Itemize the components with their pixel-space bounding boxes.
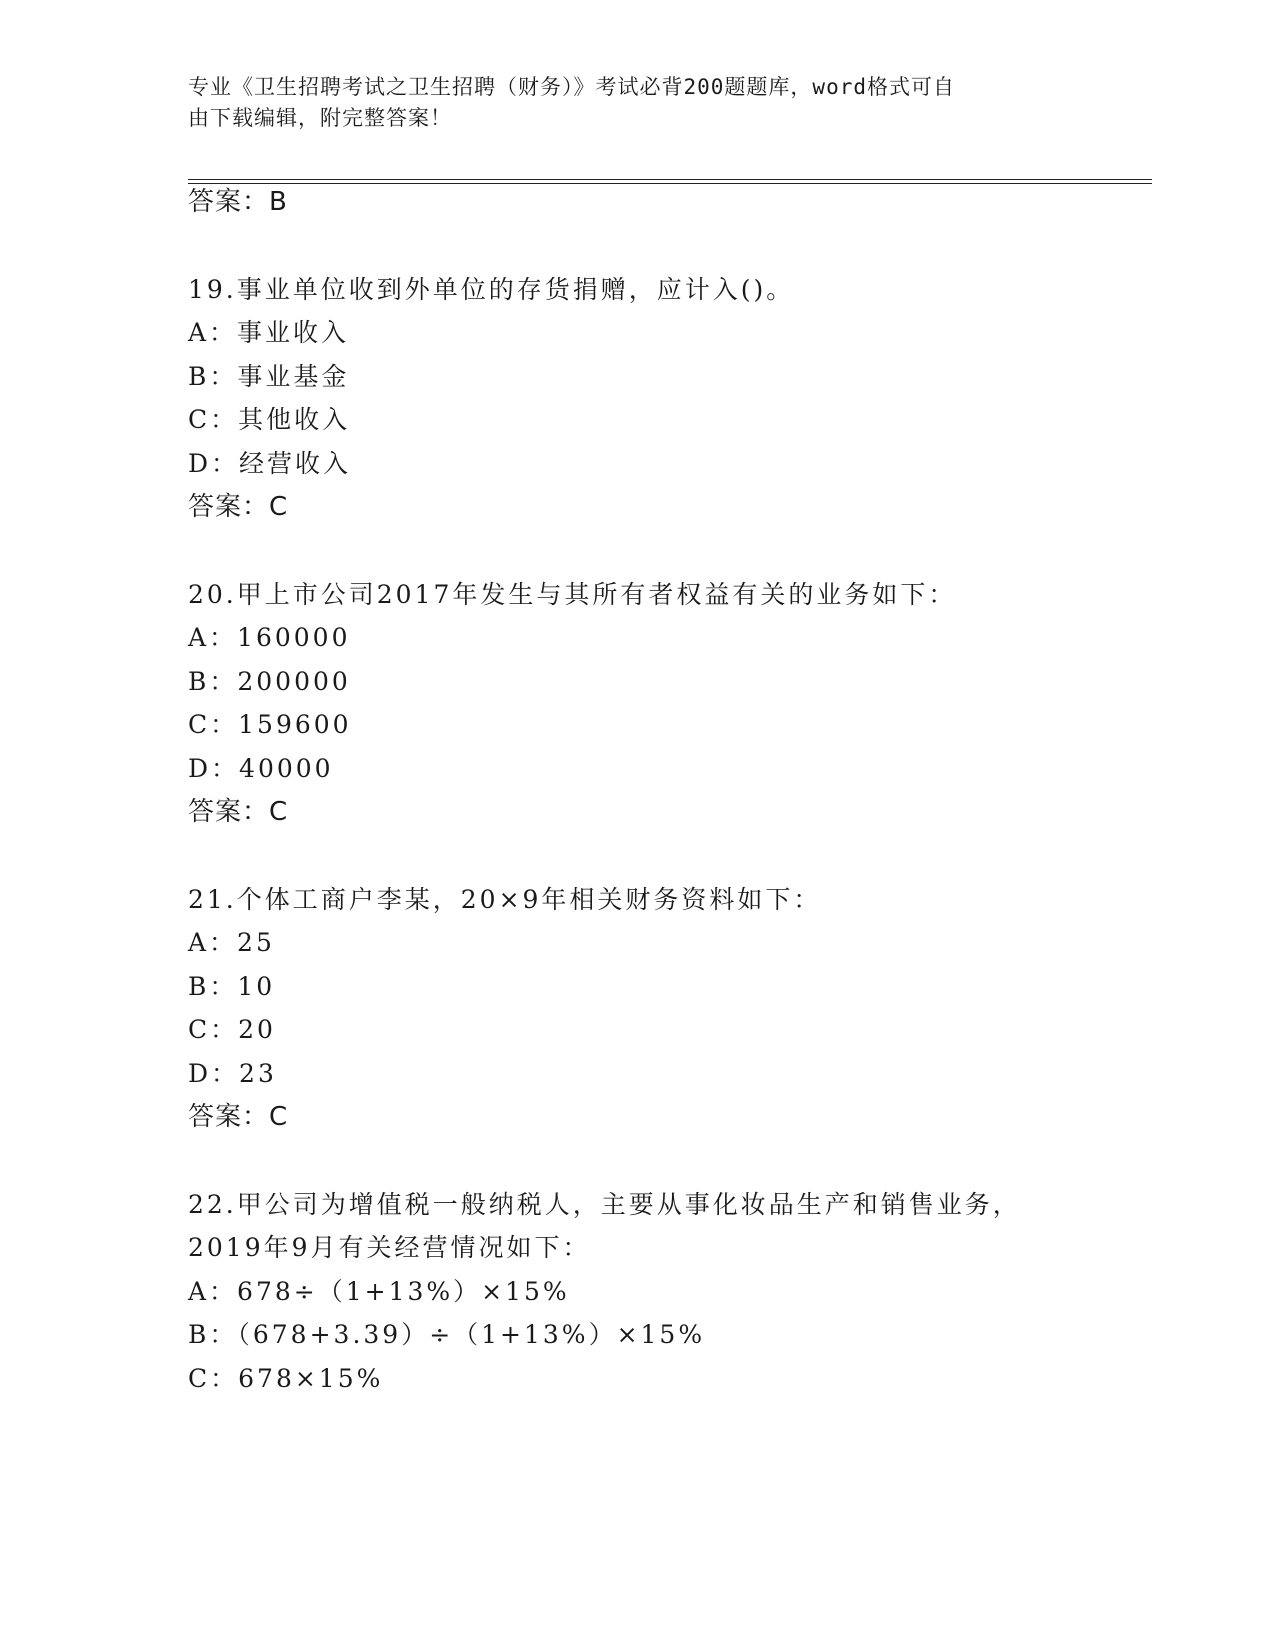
question-22-stem-line-2: 2019年9月有关经营情况如下： bbox=[188, 1233, 591, 1262]
question-22-option-a: A：678÷（1+13%）×15% bbox=[188, 1277, 570, 1306]
question-21-option-b: B：10 bbox=[188, 972, 276, 1001]
question-19-answer: 答案：C bbox=[188, 492, 289, 522]
question-21-answer: 答案：C bbox=[188, 1102, 289, 1132]
header-divider-bottom bbox=[188, 183, 1152, 184]
question-20-stem: 20.甲上市公司2017年发生与其所有者权益有关的业务如下： bbox=[188, 580, 957, 609]
previous-answer: 答案：B bbox=[188, 187, 288, 217]
question-20-option-c: C：159600 bbox=[188, 710, 352, 739]
header-line-1: 专业《卫生招聘考试之卫生招聘（财务）》考试必背200题题库，word格式可自 bbox=[188, 75, 955, 99]
question-22-option-c: C：678×15% bbox=[188, 1364, 384, 1393]
question-21-option-d: D：23 bbox=[188, 1059, 277, 1088]
question-20-option-d: D：40000 bbox=[188, 754, 334, 783]
question-21-option-a: A：25 bbox=[188, 928, 275, 957]
question-20-answer: 答案：C bbox=[188, 797, 289, 827]
header-line-2: 由下载编辑，附完整答案！ bbox=[188, 106, 452, 130]
header-divider-top bbox=[188, 179, 1152, 180]
question-20-option-b: B：200000 bbox=[188, 667, 351, 696]
question-22-stem-line-1: 22.甲公司为增值税一般纳税人，主要从事化妆品生产和销售业务， bbox=[188, 1190, 1021, 1219]
question-19-option-b: B：事业基金 bbox=[188, 362, 350, 391]
question-19-option-d: D：经营收入 bbox=[188, 449, 352, 478]
question-20-option-a: A：160000 bbox=[188, 623, 351, 652]
question-21-stem: 21.个体工商户李某，20×9年相关财务资料如下： bbox=[188, 885, 822, 914]
question-22-option-b: B：（678+3.39）÷（1+13%）×15% bbox=[188, 1320, 706, 1349]
question-19-option-c: C：其他收入 bbox=[188, 405, 351, 434]
document-header bbox=[188, 72, 1088, 134]
question-19-option-a: A：事业收入 bbox=[188, 318, 350, 347]
question-21-option-c: C：20 bbox=[188, 1015, 276, 1044]
question-19-stem: 19.事业单位收到外单位的存货捐赠，应计入()。 bbox=[188, 275, 795, 304]
